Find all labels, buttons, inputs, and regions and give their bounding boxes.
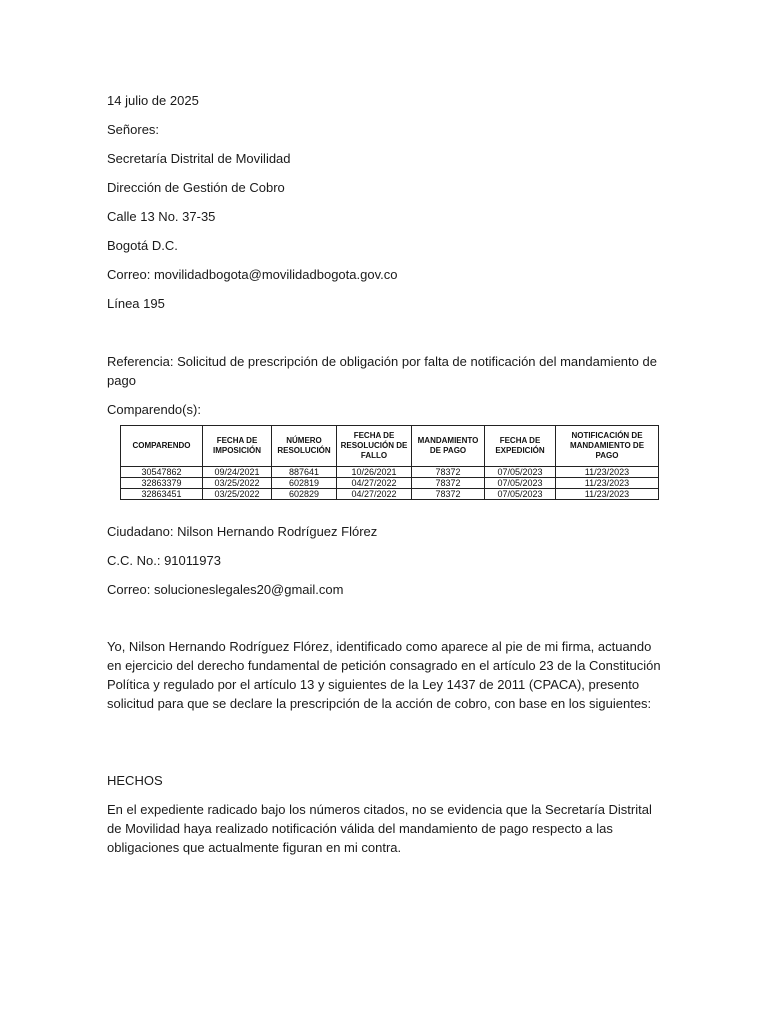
table-cell: 07/05/2023: [485, 489, 556, 500]
table-cell: 09/24/2021: [203, 467, 272, 478]
table-cell: 32863379: [121, 478, 203, 489]
comparendos-table: [120, 425, 659, 500]
table-cell: 07/05/2023: [485, 478, 556, 489]
facts-heading: HECHOS: [107, 773, 163, 788]
table-cell: 10/26/2021: [337, 467, 412, 478]
table-row: [121, 489, 659, 500]
citizen-id: C.C. No.: 91011973: [107, 553, 221, 568]
col-header-fecha-fallo: FECHA DE RESOLUCIÓN DE FALLO: [337, 426, 412, 467]
table-cell: 03/25/2022: [203, 489, 272, 500]
col-header-mandamiento-pago: MANDAMIENTO DE PAGO: [412, 426, 485, 467]
table-row: [121, 467, 659, 478]
table-cell: 11/23/2023: [556, 489, 659, 500]
citizen-name: Ciudadano: Nilson Hernando Rodríguez Flórez: [107, 524, 378, 539]
salutation: Señores:: [107, 122, 160, 137]
table-cell: 602819: [272, 478, 337, 489]
letter-date: 14 julio de 2025: [107, 93, 199, 108]
reference-line: Referencia: Solicitud de prescripción de obligación por falta de notificación del mandamiento de pago: [107, 354, 657, 388]
table-row: [121, 478, 659, 489]
recipient-phone: Línea 195: [107, 296, 165, 311]
recipient-address: Calle 13 No. 37-35: [107, 209, 216, 224]
table-header-row: [121, 426, 659, 467]
comparendos-table-wrapper: [120, 425, 659, 500]
facts-paragraph: En el expediente radicado bajo los números citados, no se evidencia que la Secretaría Distrital de Movilidad haya realizado notificación válida del mandamiento de pago respecto a las obligaciones que actualmente figuran en mi contra.: [107, 802, 652, 855]
table-cell: 30547862: [121, 467, 203, 478]
table-cell: 04/27/2022: [337, 489, 412, 500]
table-cell: 11/23/2023: [556, 467, 659, 478]
comparendos-label: Comparendo(s):: [107, 402, 201, 417]
table-cell: 78372: [412, 478, 485, 489]
col-header-fecha-imposicion: FECHA DE IMPOSICIÓN: [203, 426, 272, 467]
citizen-email: Correo: solucioneslegales20@gmail.com: [107, 582, 344, 597]
table-cell: 602829: [272, 489, 337, 500]
table-cell: 03/25/2022: [203, 478, 272, 489]
col-header-comparendo: COMPARENDO: [121, 426, 203, 467]
table-cell: 78372: [412, 489, 485, 500]
recipient-department: Dirección de Gestión de Cobro: [107, 180, 285, 195]
table-cell: 11/23/2023: [556, 478, 659, 489]
recipient-entity: Secretaría Distrital de Movilidad: [107, 151, 291, 166]
col-header-notificacion: NOTIFICACIÓN DE MANDAMIENTO DE PAGO: [556, 426, 659, 467]
intro-paragraph: Yo, Nilson Hernando Rodríguez Flórez, identificado como aparece al pie de mi firma, actuando en ejercicio del derecho fundamental de petición consagrado en el artículo 23 de la Constitución Política y regulado por el artículo 13 y siguientes de la Ley 1437 de 2011 (CPACA), presento solicitud para que se declare la prescripción de la acción de cobro, con base en los siguientes:: [107, 639, 661, 711]
table-cell: 04/27/2022: [337, 478, 412, 489]
table-cell: 887641: [272, 467, 337, 478]
recipient-city: Bogotá D.C.: [107, 238, 178, 253]
table-cell: 32863451: [121, 489, 203, 500]
table-cell: 07/05/2023: [485, 467, 556, 478]
col-header-numero-resolucion: NÚMERO RESOLUCIÓN: [272, 426, 337, 467]
col-header-fecha-expedicion: FECHA DE EXPEDICIÓN: [485, 426, 556, 467]
table-cell: 78372: [412, 467, 485, 478]
recipient-email: Correo: movilidadbogota@movilidadbogota.gov.co: [107, 267, 398, 282]
